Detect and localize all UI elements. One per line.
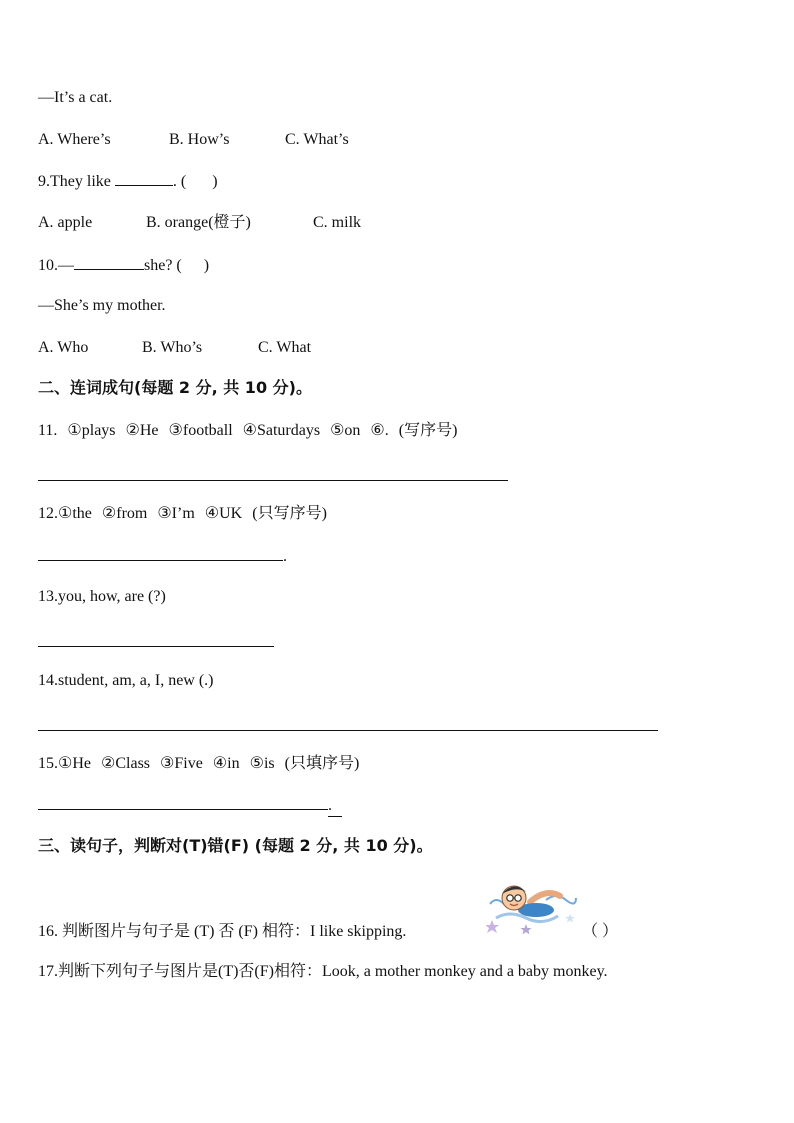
section-3-heading: 三、读句子，判断对(T)错(F) (每题 2 分, 共 10 分)。 [38, 836, 433, 855]
q8-options [38, 130, 349, 150]
q12-answer-line[interactable] [38, 546, 283, 561]
q10-answer-blank[interactable] [74, 255, 144, 270]
q9-option-a: A. apple [38, 214, 93, 231]
q10-option-c: C. What [258, 339, 312, 356]
q15-answer-row [38, 795, 342, 817]
q10-option-a: A. Who [38, 339, 89, 356]
q12-prompt: 12.①the ②from ③I’m ④UK (只写序号) [38, 505, 327, 522]
q15-period: . [328, 796, 342, 817]
q8-option-c: C. What’s [285, 131, 349, 148]
q15-prompt: 15.①He ②Class ③Five ④in ⑤is (只填序号) [38, 755, 360, 772]
q10-stem-prefix: 10.— [38, 257, 74, 274]
q11-prompt: 11. ①plays ②He ③football ④Saturdays ⑤on ⑥. (写序号) [38, 422, 458, 439]
q9-answer-blank[interactable] [115, 171, 173, 186]
swimming-boy-icon [486, 874, 578, 936]
q10-options [38, 338, 311, 358]
section-2-heading: 二、连词成句(每题 2 分, 共 10 分)。 [38, 378, 312, 397]
q17-prompt: 17.判断下列句子与图片是(T)否(F)相符：Look, a mother monkey and a baby monkey. [38, 963, 608, 980]
q10-stem [38, 255, 209, 276]
q9-option-c: C. milk [313, 214, 362, 231]
q8-option-b: B. How’s [169, 131, 230, 148]
q12-period: . [283, 548, 287, 565]
q16-prompt: 16. 判断图片与句子是 (T) 否 (F) 相符：I like skipping. [38, 923, 407, 940]
q14-answer-line[interactable] [38, 730, 658, 731]
q11-answer-line[interactable] [38, 480, 508, 481]
q13-prompt: 13.you, how, are (?) [38, 588, 166, 605]
q10-answer-line: —She’s my mother. [38, 297, 166, 314]
q9-stem-prefix: 9.They like [38, 173, 111, 190]
q12-answer-row [38, 546, 287, 567]
q8-answer-line: —It’s a cat. [38, 89, 113, 106]
q10-option-b: B. Who’s [142, 339, 203, 356]
q8-option-a: A. Where’s [38, 131, 111, 148]
q9-stem-suffix: . ( [172, 173, 187, 190]
q9-options [38, 213, 361, 233]
q15-answer-line[interactable] [38, 795, 328, 810]
q14-prompt: 14.student, am, a, I, new (.) [38, 672, 214, 689]
q9-option-b: B. orange(橙子) [146, 214, 251, 231]
q13-answer-line[interactable] [38, 646, 274, 647]
q9-stem [38, 171, 218, 192]
q10-stem-suffix: she? ( [144, 257, 182, 274]
q9-paren-close: ) [212, 173, 218, 190]
q16-answer-paren[interactable]: （ ） [582, 923, 619, 940]
q10-paren-close: ) [203, 257, 210, 274]
